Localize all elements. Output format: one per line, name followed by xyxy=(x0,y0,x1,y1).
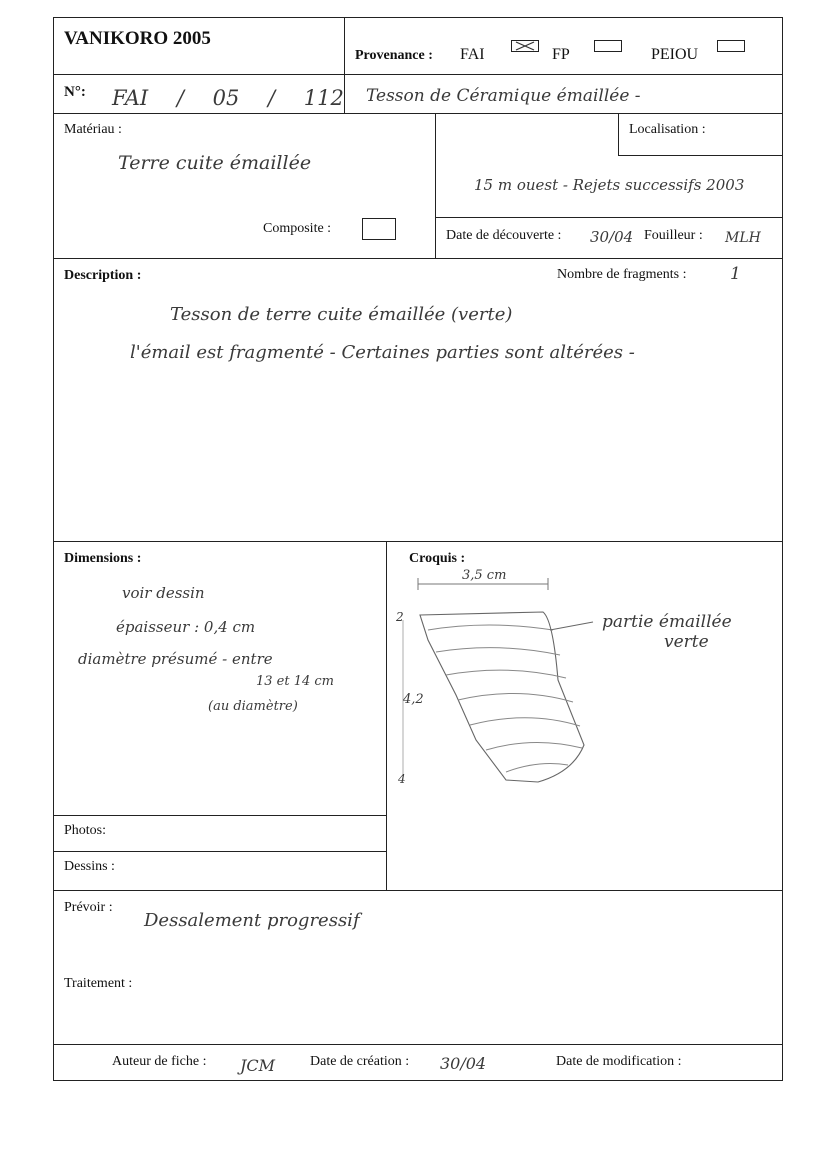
creation-value[interactable]: 30/04 xyxy=(440,1054,487,1073)
croquis-width-dimension: 3,5 cm xyxy=(462,568,507,583)
modification-label: Date de modification : xyxy=(556,1054,682,1069)
date-decouverte-label: Date de découverte : xyxy=(446,228,562,243)
auteur-label: Auteur de fiche : xyxy=(112,1054,207,1069)
row-divider-3 xyxy=(53,258,783,259)
description-line-1[interactable]: Tesson de terre cuite émaillée (verte) xyxy=(170,304,513,325)
date-decouverte-value[interactable]: 30/04 xyxy=(590,228,634,246)
decouverte-divider xyxy=(435,217,783,218)
row-divider-4 xyxy=(53,541,783,542)
croquis-note-line-2: verte xyxy=(664,632,709,652)
dimensions-label: Dimensions : xyxy=(64,551,142,566)
fp-checkbox[interactable] xyxy=(594,40,622,52)
fai-check-mark-icon xyxy=(512,41,538,51)
provenance-option-fai: FAI xyxy=(460,46,485,63)
composite-label: Composite : xyxy=(263,221,332,236)
dimensions-line-1[interactable]: voir dessin xyxy=(122,584,205,602)
provenance-option-peiou: PEIOU xyxy=(651,46,699,63)
croquis-top-mark: 2 xyxy=(396,610,404,624)
numero-value[interactable]: FAI / 05 / 112 xyxy=(112,86,344,110)
dimensions-line-3[interactable]: diamètre présumé - entre xyxy=(78,650,273,668)
numero-label: N°: xyxy=(64,84,86,100)
description-line-2[interactable]: l'émail est fragmenté - Certaines parties sont altérées - xyxy=(130,342,635,363)
numero-divider xyxy=(344,74,345,113)
description-label: Description : xyxy=(64,268,142,283)
row-divider-2 xyxy=(53,113,783,114)
fragments-value[interactable]: 1 xyxy=(730,264,741,284)
row-divider-6 xyxy=(53,1044,783,1045)
dessins-label: Dessins : xyxy=(64,859,115,874)
materiau-label: Matériau : xyxy=(64,122,122,137)
localisation-box-bottom xyxy=(618,155,783,156)
photos-divider xyxy=(53,815,386,816)
fouilleur-value[interactable]: MLH xyxy=(725,230,761,246)
object-designation[interactable]: Tesson de Céramique émaillée - xyxy=(366,86,641,106)
creation-label: Date de création : xyxy=(310,1054,410,1069)
dimensions-line-2[interactable]: épaisseur : 0,4 cm xyxy=(116,618,256,636)
localisation-box-left xyxy=(618,113,619,155)
dimensions-line-4[interactable]: 13 et 14 cm xyxy=(256,674,335,689)
dimensions-line-5[interactable]: (au diamètre) xyxy=(208,699,298,714)
row-divider-1 xyxy=(53,74,783,75)
peiou-checkbox[interactable] xyxy=(717,40,745,52)
croquis-label: Croquis : xyxy=(409,551,466,566)
row-divider-5 xyxy=(53,890,783,891)
localisation-label: Localisation : xyxy=(629,122,706,137)
auteur-value[interactable]: JCM xyxy=(240,1056,276,1075)
croquis-height-dimension: 4,2 xyxy=(403,692,424,707)
dimensions-divider xyxy=(386,541,387,890)
composite-checkbox[interactable] xyxy=(362,218,396,240)
croquis-note-line-1: partie émaillée xyxy=(602,612,732,632)
sheet-title: VANIKORO 2005 xyxy=(64,28,211,49)
fai-checkbox[interactable] xyxy=(511,40,539,52)
traitement-label: Traitement : xyxy=(64,976,133,991)
provenance-label: Provenance : xyxy=(355,48,433,63)
fouilleur-label: Fouilleur : xyxy=(644,228,703,243)
prevoir-value[interactable]: Dessalement progressif xyxy=(144,910,360,931)
dessins-divider xyxy=(53,851,386,852)
croquis-sketch xyxy=(388,560,773,860)
croquis-bottom-mark: 4 xyxy=(398,772,406,786)
photos-label: Photos: xyxy=(64,823,107,838)
provenance-option-fp: FP xyxy=(552,46,570,63)
localisation-value[interactable]: 15 m ouest - Rejets successifs 2003 xyxy=(474,176,745,194)
materiau-divider xyxy=(435,113,436,258)
fragments-label: Nombre de fragments : xyxy=(557,267,687,282)
prevoir-label: Prévoir : xyxy=(64,900,113,915)
header-divider xyxy=(344,17,345,74)
materiau-value[interactable]: Terre cuite émaillée xyxy=(118,152,312,174)
